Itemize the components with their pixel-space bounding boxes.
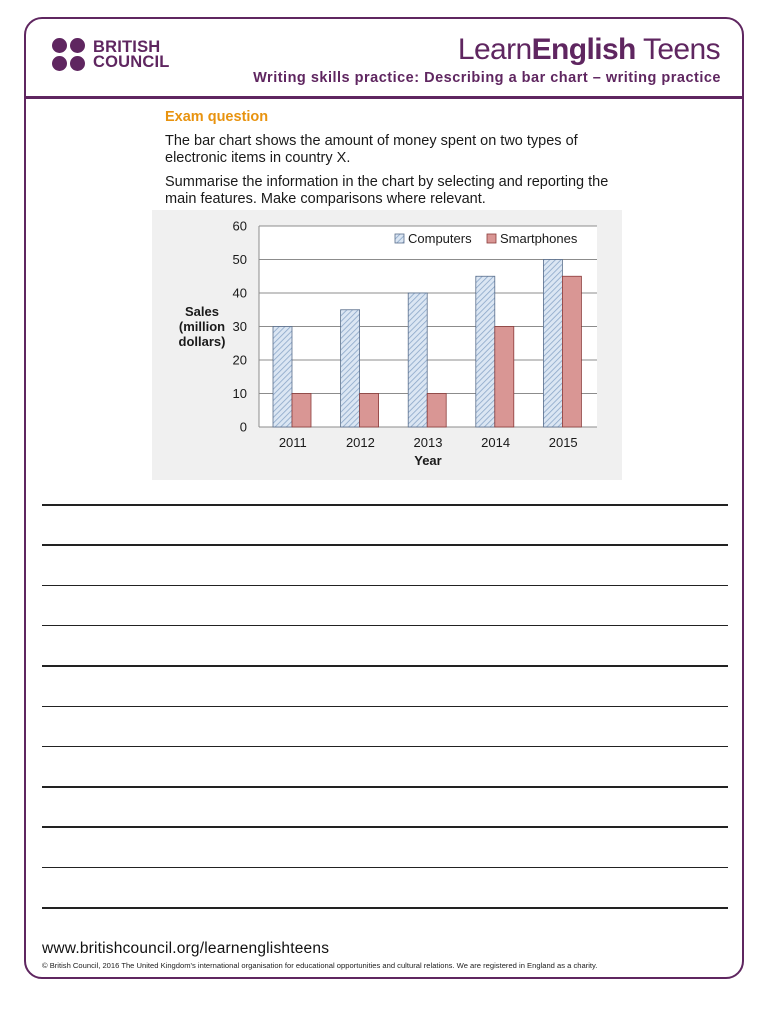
exam-question-paragraph-1: The bar chart shows the amount of money spent on two types of electronic items in country X.	[165, 133, 578, 166]
bar-smartphones-2012	[360, 394, 379, 428]
writing-line	[42, 544, 728, 546]
writing-line	[42, 665, 728, 667]
y-tick-label: 30	[232, 319, 247, 334]
logo-teens: Teens	[635, 33, 720, 66]
x-tick-label: 2015	[548, 435, 578, 450]
legend-label-smartphones: Smartphones	[500, 231, 578, 246]
bar-chart	[152, 210, 622, 480]
writing-line	[42, 504, 728, 506]
bar-computers-2014	[476, 276, 495, 427]
writing-line	[42, 867, 728, 869]
legend-swatch-smartphones	[487, 234, 496, 243]
bar-computers-2015	[543, 260, 562, 428]
bar-computers-2012	[341, 310, 360, 427]
bar-smartphones-2014	[495, 327, 514, 428]
y-axis-title-line: dollars)	[178, 334, 226, 349]
learnenglish-teens-logo	[458, 33, 720, 67]
x-tick-label: 2014	[481, 435, 511, 450]
footer-url: www.britishcouncil.org/learnenglishteens	[42, 940, 330, 957]
writing-line	[42, 625, 728, 627]
logo-english: English	[531, 33, 636, 66]
bar-computers-2013	[408, 293, 427, 427]
writing-line	[42, 746, 728, 748]
footer-copyright: © British Council, 2016 The United Kingdom's international organisation for educational opportunities and cultural relations. We are registered in England as a charity.	[42, 961, 598, 970]
y-tick-label: 60	[232, 218, 247, 234]
exam-question-heading: Exam question	[165, 109, 269, 125]
x-axis-title: Year	[414, 453, 442, 468]
y-tick-label: 0	[239, 419, 247, 435]
x-tick-label: 2013	[413, 435, 443, 450]
bar-computers-2011	[273, 327, 292, 428]
bar-smartphones-2015	[562, 276, 581, 427]
legend-label-computers: Computers	[408, 231, 472, 246]
writing-line	[42, 826, 728, 828]
logo-learn: Learn	[457, 33, 532, 66]
bar-smartphones-2011	[292, 394, 311, 428]
exam-question-paragraph-2: Summarise the information in the chart by selecting and reporting the main features. Make comparisons where relevant.	[165, 174, 609, 207]
logo-dots-icon	[52, 38, 85, 71]
writing-line	[42, 706, 728, 708]
y-axis-title-line: (million	[178, 319, 226, 334]
bar-smartphones-2013	[427, 394, 446, 428]
y-tick-label: 10	[232, 386, 247, 401]
logo-text-line1: BRITISH	[93, 37, 161, 56]
british-council-logo	[52, 38, 170, 71]
worksheet-subtitle: Writing skills practice: Describing a bar chart – writing practice	[253, 70, 721, 86]
x-tick-label: 2012	[345, 435, 375, 450]
writing-line	[42, 907, 728, 909]
legend-swatch-computers	[395, 234, 404, 243]
x-tick-label: 2011	[278, 435, 307, 450]
logo-text-line2: COUNCIL	[93, 52, 170, 71]
y-axis-title-line: Sales	[185, 304, 219, 319]
writing-line	[42, 786, 728, 788]
header-divider	[24, 96, 744, 99]
y-tick-label: 50	[232, 252, 247, 267]
writing-line	[42, 585, 728, 587]
y-tick-label: 40	[232, 285, 247, 301]
y-tick-label: 20	[232, 352, 247, 368]
